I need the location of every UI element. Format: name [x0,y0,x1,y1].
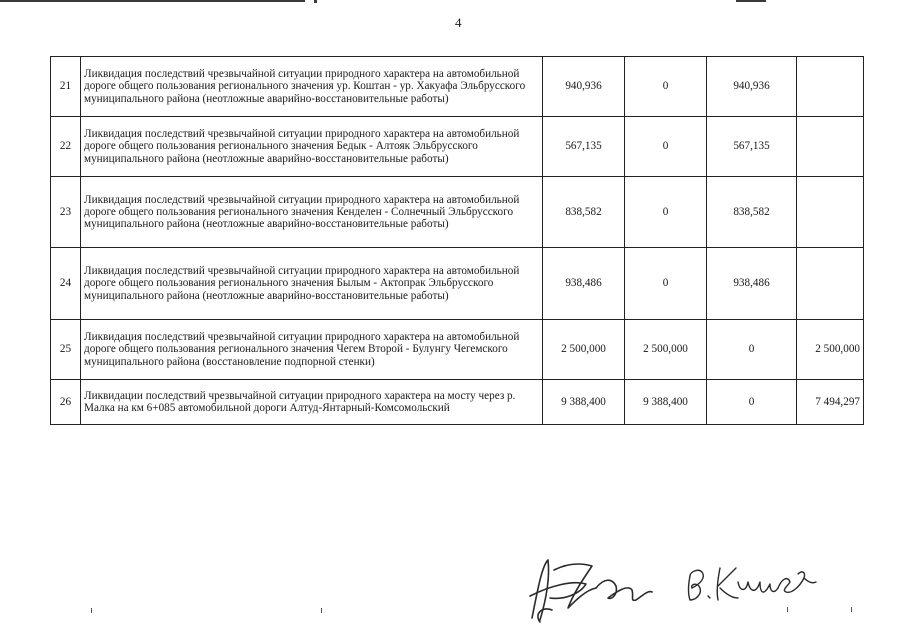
cell-amount-col3: 838,582 [707,177,797,248]
cell-amount-total: 9 388,400 [543,380,625,425]
row-number: 21 [51,57,81,117]
scan-mark [851,607,852,612]
cell-amount-col2: 0 [625,177,707,248]
cell-amount-col4 [797,57,864,117]
row-description: Ликвидация последствий чрезвычайной ситуации природного характера на автомобильной дороге общего пользования регионального значения Былым - Актопрак Эльбрусского муниципального района (неотложные аварийно-восстановительные работы) [81,248,543,320]
scan-border-top-left [0,0,305,2]
cell-amount-col2: 0 [625,117,707,177]
row-description: Ликвидация последствий чрезвычайной ситуации природного характера на автомобильной дороге общего пользования регионального значения ур. Коштан - ур. Хакуафа Эльбрусского муниципального района (неотложные аварийно-восстановительные работы) [81,57,543,117]
table-row [51,177,864,248]
cell-amount-col4: 7 494,297 [797,380,864,425]
scan-mark [787,607,788,612]
cell-amount-col4 [797,177,864,248]
cell-amount-col3: 938,486 [707,248,797,320]
cell-amount-col2: 2 500,000 [625,320,707,380]
table-row [51,320,864,380]
cell-amount-col3: 0 [707,380,797,425]
cell-amount-total: 838,582 [543,177,625,248]
table-row [51,117,864,177]
cell-amount-total: 567,135 [543,117,625,177]
row-description: Ликвидация последствий чрезвычайной ситуации природного характера на автомобильной дороге общего пользования регионального значения Бедык - Алтояк Эльбрусского муниципального района (неотложные аварийно-восстановительные работы) [81,117,543,177]
cell-amount-col3: 0 [707,320,797,380]
table-row [51,380,864,425]
row-number: 23 [51,177,81,248]
cell-amount-col4 [797,117,864,177]
row-description: Ликвидация последствий чрезвычайной ситуации природного характера на автомобильной дороге общего пользования регионального значения Кенделен - Солнечный Эльбрусского муниципального района (неотложные аварийно-восстановительные работы) [81,177,543,248]
cell-amount-total: 2 500,000 [543,320,625,380]
cell-amount-total: 940,936 [543,57,625,117]
cell-amount-total: 938,486 [543,248,625,320]
scan-border-top-right [736,0,766,2]
row-number: 26 [51,380,81,425]
cell-amount-col4 [797,248,864,320]
row-number: 24 [51,248,81,320]
cell-amount-col3: 567,135 [707,117,797,177]
cell-amount-col2: 9 388,400 [625,380,707,425]
row-description: Ликвидации последствий чрезвычайной ситуации природного характера на мосту через р. Малка на км 6+085 автомобильной дороги Алтуд-Янтарный-Комсомольский [81,380,543,425]
handwritten-signature [520,548,820,628]
cell-amount-col4: 2 500,000 [797,320,864,380]
appropriations-table [50,56,864,425]
row-number: 22 [51,117,81,177]
scan-mark-top [314,0,317,3]
page-number: 4 [455,15,462,30]
table-row [51,248,864,320]
scan-mark [91,608,92,613]
cell-amount-col3: 940,936 [707,57,797,117]
row-description: Ликвидация последствий чрезвычайной ситуации природного характера на автомобильной дороге общего пользования регионального значения Чегем Второй - Булунгу Чегемского муниципального района (восстановление подпорной стенки) [81,320,543,380]
cell-amount-col2: 0 [625,248,707,320]
table-row [51,57,864,117]
cell-amount-col2: 0 [625,57,707,117]
row-number: 25 [51,320,81,380]
scan-mark [321,608,322,613]
